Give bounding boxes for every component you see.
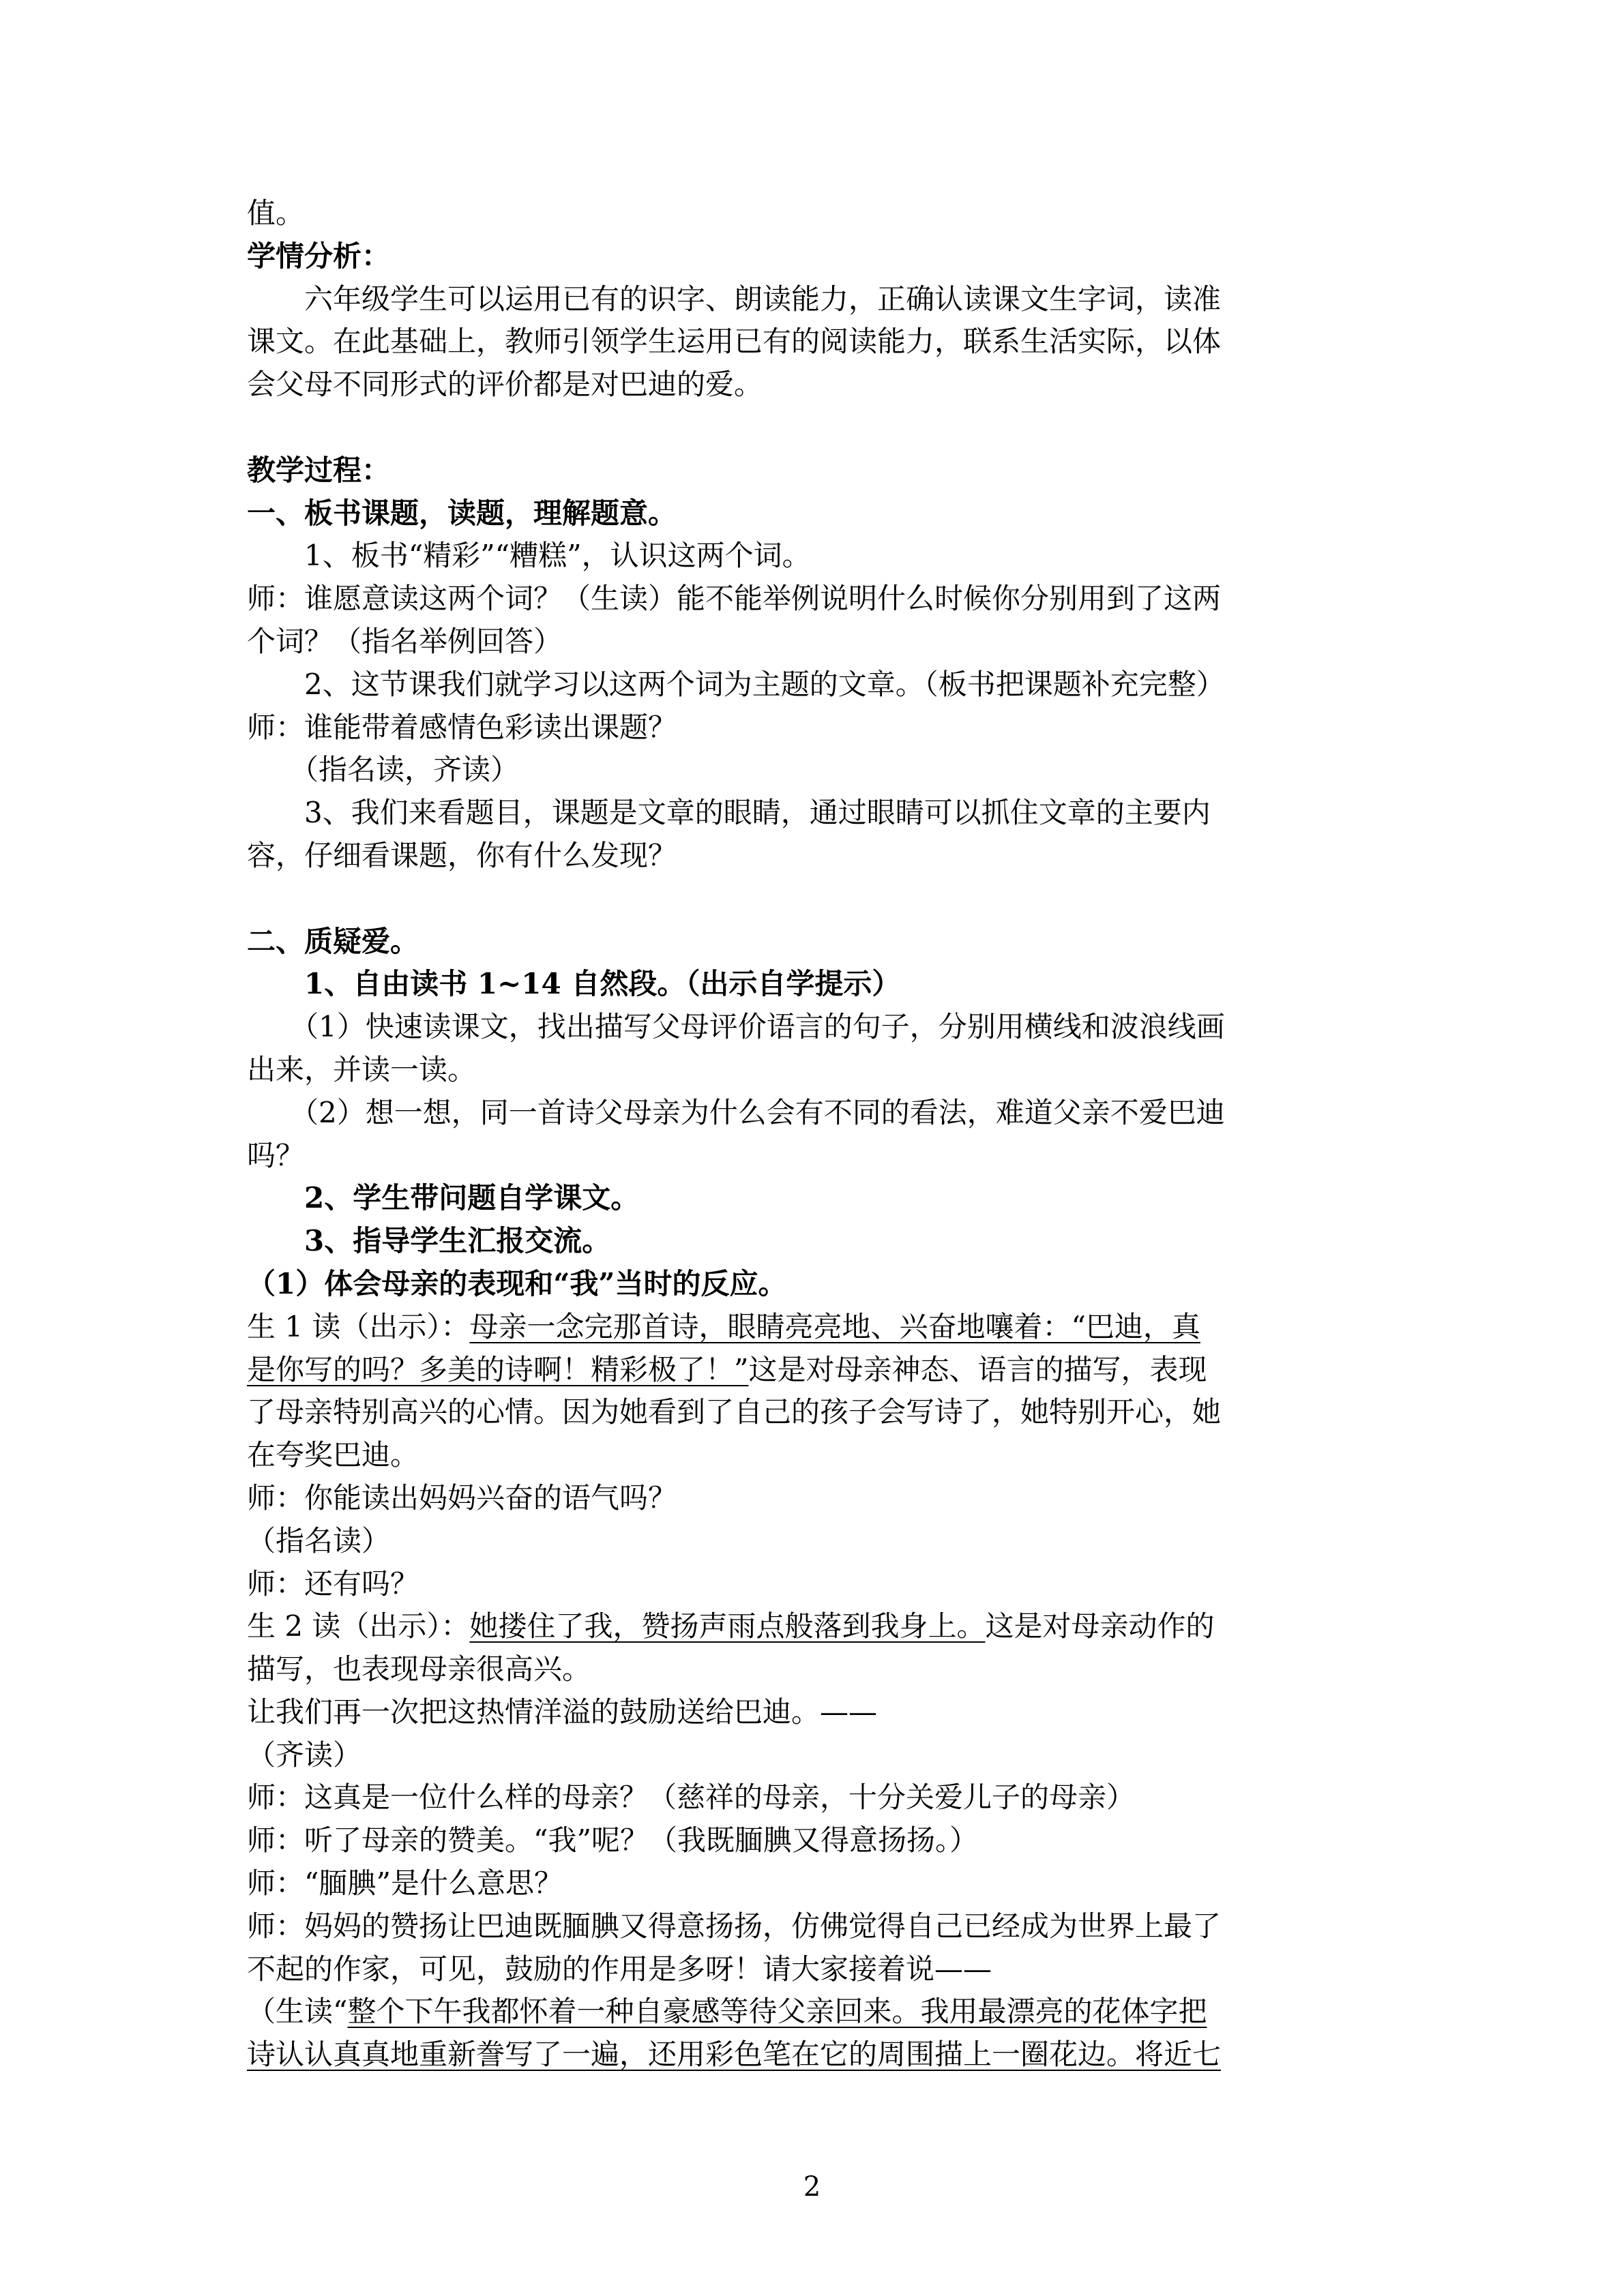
text-line: 值。 [247,196,305,230]
line-suffix: 这是对母亲动作的 [985,1609,1215,1643]
section-heading-one: 一、板书课题，读题，理解题意。 [247,496,677,530]
text-line: 容，仔细看课题，你有什么发现？ [247,838,677,872]
text-line: 师：妈妈的赞扬让巴迪既腼腆又得意扬扬，仿佛觉得自己已经成为世界上最了 [247,1909,1222,1943]
text-line: 六年级学生可以运用已有的识字、朗读能力，正确认读课文生字词，读准 [247,282,1222,316]
section-heading-teaching-process: 教学过程： [247,453,391,487]
blank-line [247,406,1379,449]
text-line: 师：听了母亲的赞美。“我”呢？（我既腼腆又得意扬扬。） [247,1823,978,1858]
text-line: 出来，并读一读。 [247,1052,477,1086]
text-line: 在夸奖巴迪。 [247,1438,419,1472]
text-line: 师：谁能带着感情色彩读出课题？ [247,710,677,744]
document-body [247,192,1379,2076]
text-line: （指名读，齐读） [247,753,520,787]
text-line [247,1349,1379,1392]
text-line: （1）快速读课文，找出描写父母评价语言的句子，分别用横线和波浪线画 [247,1010,1225,1044]
text-line [247,1991,1379,2033]
section-heading-learning-analysis: 学情分析： [247,239,391,273]
underlined-quote: 整个下午我都怀着一种自豪感等待父亲回来。我用最漂亮的花体字把 [347,1995,1207,2029]
text-line: 课文。在此基础上，教师引领学生运用已有的阅读能力，联系生活实际，以体 [247,325,1222,359]
underlined-quote: 诗认认真真地重新誊写了一遍，还用彩色笔在它的周围描上一圈花边。将近七 [247,2038,1222,2072]
text-line: 描写，也表现母亲很高兴。 [247,1652,591,1686]
text-line: （指名读） [247,1523,391,1557]
text-line: 会父母不同形式的评价都是对巴迪的爱。 [247,368,763,402]
line-prefix: 生 1 读（出示）： [247,1309,470,1343]
blank-line [247,878,1379,921]
text-line: 师：你能读出妈妈兴奋的语气吗？ [247,1480,677,1515]
text-line [247,1306,1379,1349]
page-number: 2 [803,2171,821,2203]
underlined-quote: 是你写的吗？多美的诗啊！精彩极了！” [247,1352,749,1386]
text-line: 让我们再一次把这热情洋溢的鼓励送给巴迪。—— [247,1695,878,1729]
text-line: 师：还有吗？ [247,1566,419,1600]
text-line: 了母亲特别高兴的心情。因为她看到了自己的孩子会写诗了，她特别开心，她 [247,1395,1222,1429]
line-prefix: 生 2 读（出示）： [247,1609,470,1643]
text-line: 2、这节课我们就学习以这两个词为主题的文章。（板书把课题补充完整） [247,667,1225,701]
text-line: 不起的作家，可见，鼓励的作用是多呀！请大家接着说—— [247,1952,992,1986]
underlined-quote: 母亲一念完那首诗，眼睛亮亮地、兴奋地嚷着：“巴迪，真 [469,1309,1200,1343]
sub-heading: （1）体会母亲的表现和“我”当时的反应。 [247,1266,787,1300]
line-prefix: （生读“ [247,1995,348,2029]
line-suffix: 这是对母亲神态、语言的描写，表现 [748,1352,1207,1386]
sub-heading: 3、指导学生汇报交流。 [247,1224,611,1258]
text-line: 1、板书“精彩”“糟糕”，认识这两个词。 [247,539,811,573]
text-line: （齐读） [247,1738,362,1772]
text-line: 吗？ [247,1138,305,1172]
sub-heading: 1、自由读书 1~14 自然段。（出示自学提示） [247,967,901,1001]
text-line [247,2033,1379,2076]
section-heading-two: 二、质疑爱。 [247,924,419,958]
text-line: （2）想一想，同一首诗父母亲为什么会有不同的看法，难道父亲不爱巴迪 [247,1095,1225,1129]
text-line: 师：“腼腆”是什么意思？ [247,1866,563,1900]
text-line: 师：这真是一位什么样的母亲？（慈祥的母亲，十分关爱儿子的母亲） [247,1780,1136,1815]
sub-heading: 2、学生带问题自学课文。 [247,1181,640,1215]
text-line [247,1605,1379,1648]
text-line: 个词？（指名举例回答） [247,624,563,658]
underlined-quote: 她搂住了我，赞扬声雨点般落到我身上。 [469,1609,986,1643]
text-line: 3、我们来看题目，课题是文章的眼睛，通过眼睛可以抓住文章的主要内 [247,796,1211,830]
text-line: 师：谁愿意读这两个词？（生读）能不能举例说明什么时候你分别用到了这两 [247,582,1222,616]
